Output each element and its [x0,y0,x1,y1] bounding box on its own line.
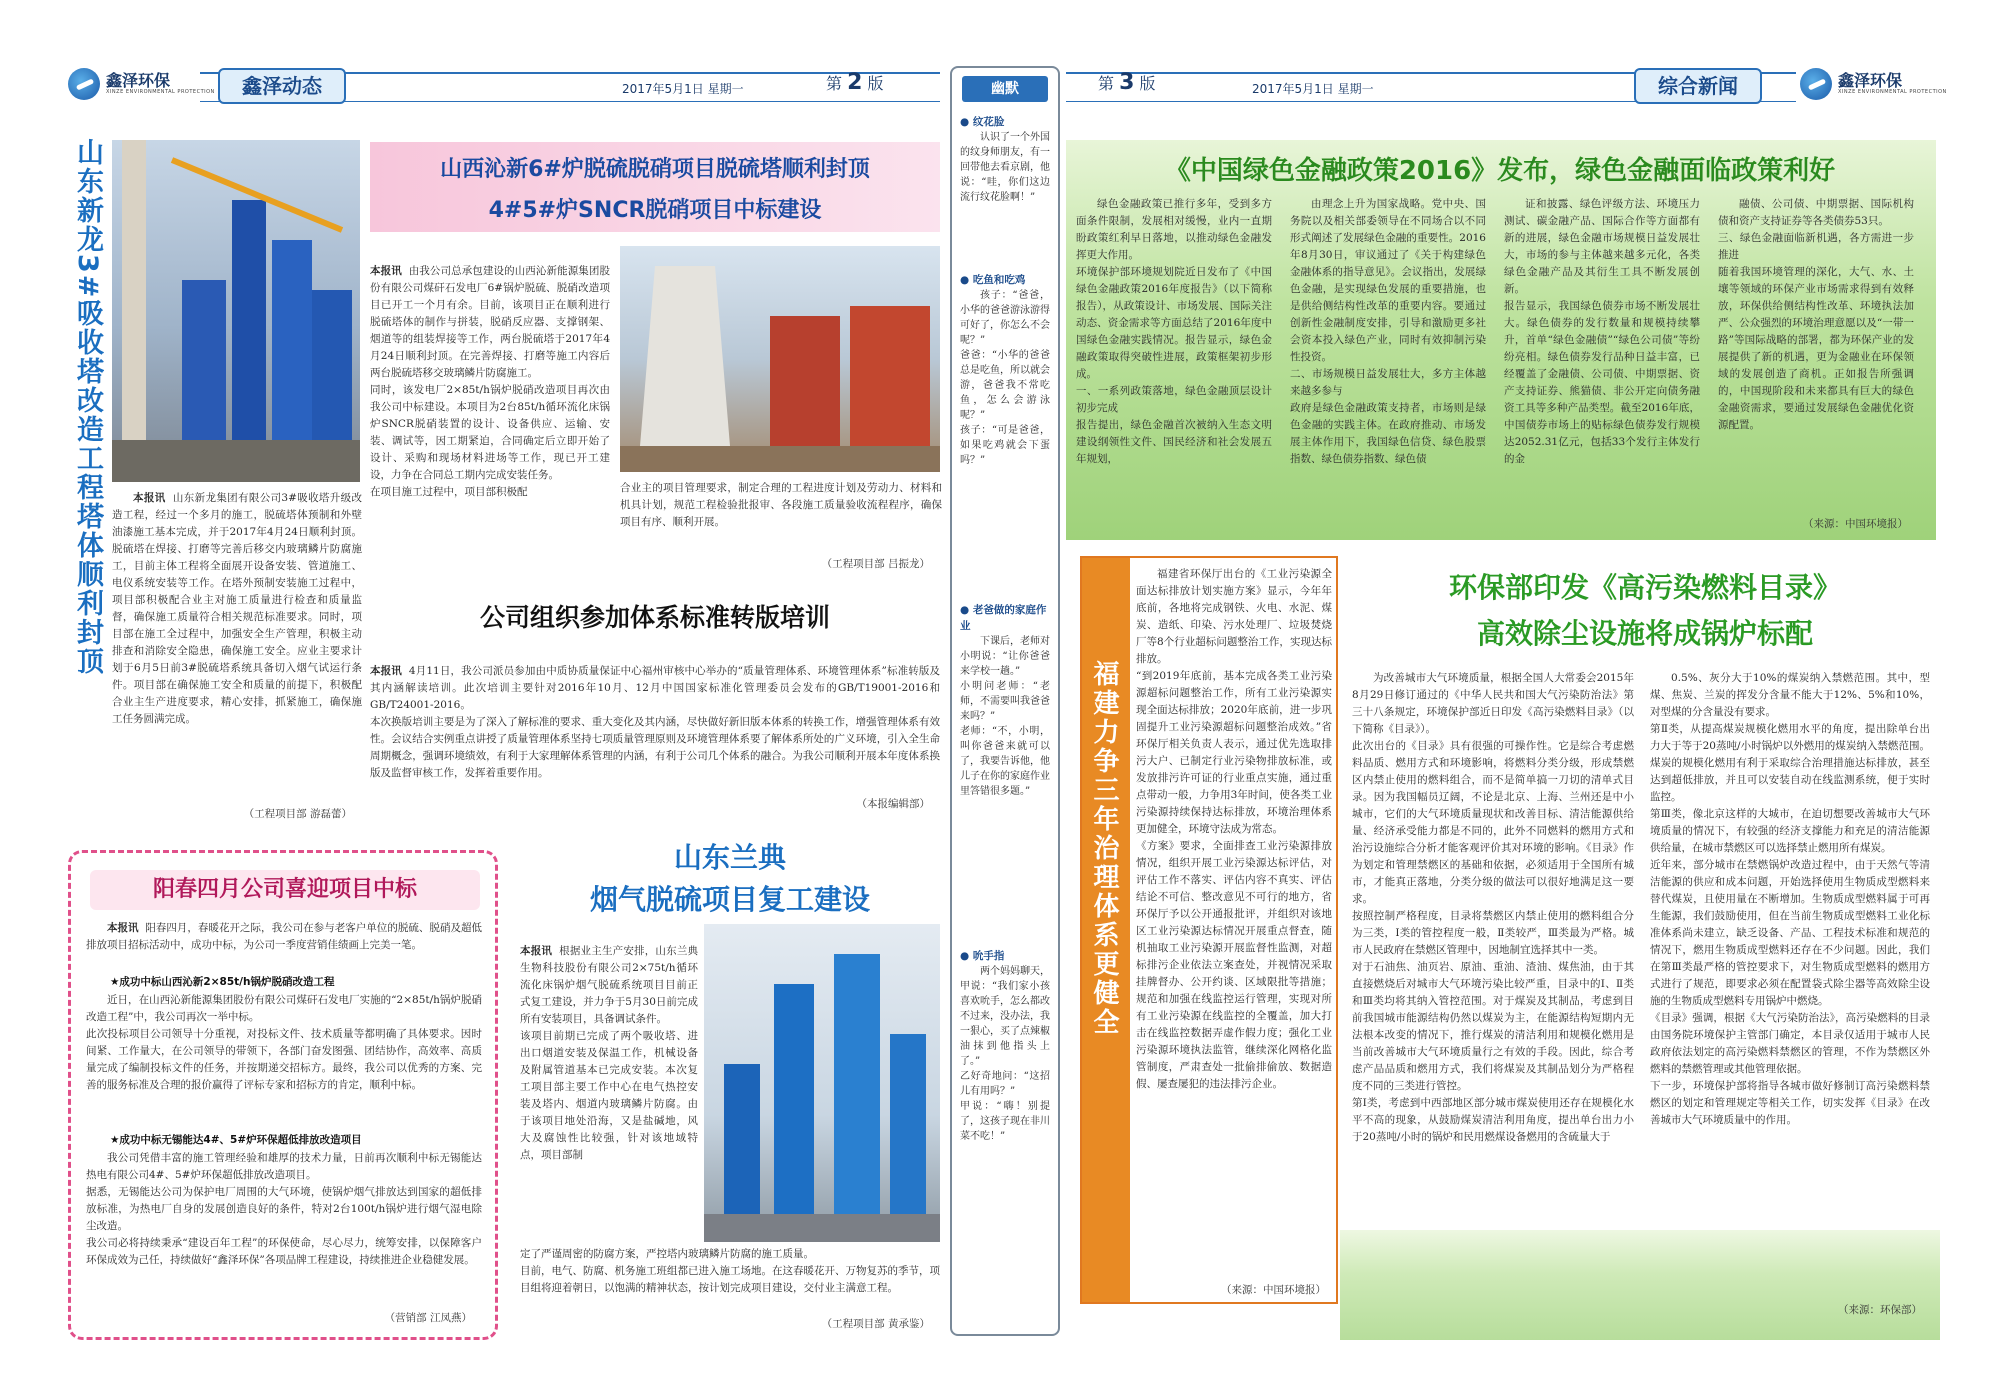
logo-subtitle: XINZE ENVIRONMENTAL PROTECTION [106,89,215,95]
article-fuel-col2: 0.5%、灰分大于10%的煤炭纳入禁燃范围。其中，型煤、焦炭、兰炭的挥发分含量不能大于12%、5%和10%，对型煤的分含量没有要求。 第Ⅱ类，从提高煤炭规模化燃用水平的角度，提出除单台出力大于等于20蒸吨/小时锅炉以外燃用的煤炭纳入禁燃范围。煤炭的规模化燃用有利于采取综合治理措施达标排放，甚至达到超低排放，并且可以安装自动在线监测系统，便于实时监控。 第Ⅲ类，像北京这样的大城市，在迫切想要改善城市大气环境质量的情况下，有较强的经济支撑能力和充足的清洁能源供给量，在城市禁燃区可以选择禁止燃用所有煤炭。 近年来，部分城市在禁燃锅炉改造过程中，由于天然气等清洁能源的供应和成本问题，开始选择使用生物质成型燃料来替代煤炭，且使用量在不断增加。生物质成型燃料属于可再生能源，我们鼓励使用，但在当前生物质成型燃料工业化标准体系尚未建立，缺乏设备、产品、工程技术标准和规范的情况下，燃用生物质成型燃料还存在不少问题。因此，我们在第Ⅲ类最严格的管控要求下，对生物质成型燃料的燃用方式进行了规范，即要求必须在配置袋式除尘器等高效除尘设施的生物质成型燃料专用锅炉中燃烧。 《目录》强调，根据《大气污染防治法》，高污染燃料的目录由国务院环境保护主管部门确定，本目录仅适用于城市人民政府依法划定的高污染燃料禁燃区的管理，不作为禁燃区外燃料的禁燃管理或其他管理依据。 下一步，环境保护部将指导各城市做好修制订高污染燃料禁燃区的划定和管理规定等相关工作，切实发挥《目录》在改善城市大气环境质量中的作用。 [1650,672,1930,1126]
article-lead: 本报讯 [370,265,402,277]
article-landian-title1: 山东兰典 [673,841,786,874]
article-bid-p1 [86,920,482,972]
page2-page-number [826,70,884,95]
article-shandong-xinlong-text [112,490,362,808]
page2-section-tab: 鑫泽动态 [218,68,346,104]
article-lead: 本报讯 [520,945,553,957]
humor-item-text: 下课后，老师对小明说：“让你爸爸来学校一趟。” 小明问老师：“老师，不需要叫我爸爸来吗？” 老师：“不，小明，叫你爸爸来就可以了，我要告诉他，他儿子在你的家庭作业里答错很多题。” [960,636,1050,797]
page3-logo [1800,68,1947,100]
humor-column [950,66,1060,1336]
article-credit: （工程项目部 吕振龙） [821,558,930,570]
tower-illustration [620,246,940,472]
article-fujian-text: 福建省环保厅出台的《工业污染源全面达标排放计划实施方案》显示，今年年底前，各地将完成钢铁、火电、水泥、煤炭、造纸、印染、污水处理厂、垃圾焚烧厂等8个行业超标问题整治工作，实现达标排放。 “到2019年底前，基本完成各类工业污染源超标问题整治工作，所有工业污染源实现全面达标排放；2020年底前，进一步巩固提升工业污染源超标问题整治成效。”省环保厅相关负责人表示，通过优先选取排污大户、已制定行业污染物排放标准，或发放排污许可证的行业重点实施，通过重点带动一般，力争用3年时间，使各类工业污染源持续保持达标排放，环境治理体系更加健全，环境守法成为常态。 《方案》要求，全面排查工业污染源排放情况，组织开展工业污染源达标评估，对评估工作不落实、评估内容不真实、评估结论不可信、整改意见不可行的地方，省环保厅予以公开通报批评，并组织对该地区工业污染源达标情况开展重点督查，随机抽取工业污染源开展监督性监测，对超标排污企业依法立案查处，并视情况采取挂牌督办、公开约谈、区域限批等措施；规范和加强在线监控运行管理，实现对所有工业污染源在线监控的全覆盖，加大打击在线监控数据弄虚作假力度；强化工业污染源环境执法监管，继续深化网格化监管制度，严肃查处一批偷排偷放、数据造假、屡查屡犯的违法排污企业。 [1136,568,1332,1090]
humor-item [952,268,1058,598]
landian-tower-photo [704,924,940,1242]
humor-item-head: ● 吃鱼和吃鸡 [960,274,1026,286]
article-landian-title2: 烟气脱硫项目复工建设 [589,883,870,916]
page3-date: 2017年5月1日 星期一 [1252,82,1374,96]
page2-date: 2017年5月1日 星期一 [622,82,744,96]
humor-title: 幽默 [962,76,1048,102]
article-fuel-title2: 高效除尘设施将成锅炉标配 [1476,617,1813,650]
page3-page-number [1098,70,1156,95]
article-body: 阳春四月，春暖花开之际，我公司在参与老客户单位的脱硫、脱硝及超低排放项目招标活动中，成功中标，为公司一季度营销佳绩画上完美一笔。 [86,922,482,951]
article-green-finance-title: 《中国绿色金融政策2016》发布，绿色金融面临政策利好 [1164,156,1836,186]
xinze-logo-icon [1800,68,1832,100]
article-credit: （工程项目部 游磊蕾） [243,808,352,820]
humor-item-text: 孩子：“爸爸，小华的爸爸游泳游得可好了，你怎么不会呢？” 爸爸：“小华的爸爸总是吃鱼，所以就会游，爸爸我不常吃鱼，怎么会游泳呢？” 孩子：“可是爸爸，如果吃鸡就会下蛋吗？” [960,290,1050,466]
article-credit: （本报编辑部） [856,798,930,810]
desulfurization-tower-photo [620,246,940,472]
humor-item [952,110,1058,268]
article-landian-col1 [520,926,698,1242]
page-label-pre: 第 [1098,74,1115,93]
tower-illustration [704,924,940,1242]
article-bid-title: 阳春四月公司喜迎项目中标 [90,870,480,910]
article-fujian-title: 福建力争三年治理体系更健全 [1089,660,1119,1037]
article-qinxin-title-box [370,142,940,232]
humor-item-head: ● 纹花脸 [960,116,1005,128]
article-green-finance-col1: 绿色金融政策已推行多年，受到多方面条件限制，发展相对缓慢，业内一直期盼政策红利早日落地，以推动绿色金融发挥更大作用。 环境保护部环境规划院近日发布了《中国绿色金融政策2016年度报告》（以下简称报告），从政策设计、市场发展、国际关注动态、资金需求等方面总结了2016年度中国绿色金融实践情况。报告显示，绿色金融政策取得突破性进展，政策框架初步形成。 一、一系列政策落地，绿色金融顶层设计初步完成 报告提出，绿色金融首次被纳入生态文明建设纲领性文件、国民经济和社会发展五年规划， [1076,198,1272,465]
page-no: 2 [847,70,863,95]
article-green-finance-col4: 融债、公司债、中期票据、国际机构债和资产支持证券等各类债券53只。 三、绿色金融面临新机遇，各方需进一步推进 随着我国环境管理的深化，大气、水、土壤等领域的环保产业市场需求得到有效释放，环保供给侧结构性改革、环境执法加严、公众强烈的环境治理意愿以及“一带一路”等国际战略的部署，都为环保产业的发展提供了新的机遇，更为金融业在环保领域的发展创造了商机。正如报告所强调的，中国现阶段和未来都具有巨大的绿色金融资需求，要通过发展绿色金融优化资源配置。 [1718,198,1914,431]
article-qinxin-col2: 合业主的项目管理要求，制定合理的工程进度计划及劳动力、材料和机具计划，规范工程检验批报审、各段施工质量验收流程程序，确保项目有序、顺利开展。 [620,482,942,528]
humor-item [952,598,1058,944]
article-credit: （来源：环保部） [1838,1304,1922,1316]
logo-name: 鑫泽环保 [1838,71,1903,90]
article-green-finance-col3: 证和披露、绿色评级方法、环境压力测试、碳金融产品、国际合作等方面都有新的进展，绿色金融市场规模日益发展壮大，市场的参与主体越来越多元化，各类绿色金融产品及其衍生工具不断发展创新。 报告显示，我国绿色债券市场不断发展壮大。绿色债券的发行数量和规模持续攀升，首单“绿色金融债”“绿色公司债”等纷纷亮相。绿色债券发行品种日益丰富，已经覆盖了金融债、公司债、中期票据、资产支持证券、熊猫债、非公开定向债务融资工具等多种产品类型。截至2016年底，中国债券市场上的贴标绿色债券发行规模达2052.31亿元，包括33个发行主体发行的金 [1504,198,1700,465]
page-no: 3 [1119,70,1135,95]
article-green-finance-col2: 由理念上升为国家战略。党中央、国务院以及相关部委领导在不同场合以不同形式阐述了发展绿色金融的重要性。2016年8月30日，审议通过了《关于构建绿色金融体系的指导意见》。会议指出，发展绿色金融，是实现绿色发展的重要措施，也是供给侧结构性改革的重要内容。要通过创新性金融制度安排，引导和激励更多社会资本投入绿色产业，同时有效抑制污染性投资。 二、市场规模日益发展壮大，多方主体越来越多参与 政府是绿色金融政策支持者，市场则是绿色金融的实践主体。在政府推动、市场发展主体作用下，我国绿色信贷、绿色股票指数、绿色债券指数、绿色债 [1290,198,1486,465]
article-fuel-col1: 为改善城市大气环境质量，根据全国人大常委会2015年8月29日修订通过的《中华人民共和国大气污染防治法》第三十八条规定，环境保护部近日印发《高污染燃料目录》（以下简称《目录》）。 此次出台的《目录》具有很强的可操作性。它是综合考虑燃料品质、燃用方式和环境影响，将燃料分类分级，形成禁燃区内禁止使用的燃料组合，而不是简单搞一刀切的清单式目录。因为我国幅员辽阔，不论是北京、上海、兰州还是中小城市，它们的大气环境质量现状和改善目标、清洁能源供给量、经济承受能力都是不同的，此外不同燃料的燃用方式和治污设施综合分析才能客观评价其对环境的影响。《目录》作为划定和管理禁燃区的基础和依据，必须适用于全国所有城市，才能真正落地，分类分级的做法可以很好地满足这一要求。 按照控制严格程度，目录将禁燃区内禁止使用的燃料组合分为三类，Ⅰ类的管控程度一般，Ⅱ类较严，Ⅲ类最为严格。城市人民政府在禁燃区管理中，因地制宜选择其中一类。 对于石油焦、油页岩、原油、重油、渣油、煤焦油，由于其直接燃烧后对城市大气环境污染比较严重，目录中的Ⅰ、Ⅱ类和Ⅲ类均将其纳入管控范围。对于煤炭及其制品，考虑到目前我国城市能源结构仍然以煤炭为主，在能源结构短期内无法根本改变的情况下，推行煤炭的清洁利用和规模化燃用是当前改善城市大气环境质量行之有效的手段。因此，综合考虑产品品质和燃用方式，我们将煤炭及其制品划分为严格程度不同的三类进行管控。 第Ⅰ类，考虑到中西部地区部分城市煤炭使用还存在规模化水平不高的现象，从鼓励煤炭清洁利用角度，提出单台出力小于20蒸吨/小时的锅炉和民用燃煤设备燃用的含硫量大于 [1352,672,1634,1143]
page-label-pre: 第 [826,74,843,93]
humor-item-head: ● 吮手指 [960,950,1005,962]
page2-logo [68,68,215,100]
humor-item-head: ● 老爸做的家庭作业 [960,604,1047,632]
article-credit: （来源：中国环境报） [1803,518,1908,530]
article-bid-p3: 我公司凭借丰富的施工管理经验和雄厚的技术力量，日前再次顺利中标无锡能达热电有限公司4#、5#炉环保超低排放改造项目。 据悉，无锡能达公司为保护电厂周围的大气环境，使锅炉烟气排放达到国家的超低排放标准，为热电厂自身的发展创造良好的条件，特对2台100t/h锅炉进行烟气湿电除尘改造。 我公司必将持续秉承“建设百年工程”的环保使命，尽心尽力，统筹安排，以保障客户环保成效为己任，持续做好“鑫泽环保”各项品牌工程建设，持续推进企业稳健发展。 [86,1152,482,1266]
article-bid-sub1: ★成功中标山西沁新2×85t/h锅炉脱硝改造工程 [110,976,335,988]
article-shandong-xinlong-title: 山东新龙3#吸收塔改造工程塔体顺利封顶 [72,138,103,677]
page3-section-tab: 综合新闻 [1634,68,1762,104]
article-lead: 本报讯 [107,922,139,934]
article-bid-sub2: ★成功中标无锡能达4#、5#炉环保超低排放改造项目 [110,1134,362,1146]
humor-item-text: 认识了一个外国的纹身师朋友，有一回带他去看京剧，他说：“哇，你们这边流行纹花脸啊！” [960,132,1050,203]
article-bid-p2: 近日，在山西沁新能源集团股份有限公司煤矸石发电厂实施的“2×85t/h锅炉脱硝改造工程”中，我公司再次一举中标。 此次投标项目公司领导十分重视，对投标文件、技术质量等都明确了具体要求。因时间紧、工作量大，在公司领导的带领下，各部门奋发图强、团结协作，高效率、高质量完成了编制投标文件的任务，并按期递交招标方。最终，我公司以优秀的方案、完善的服务标准及合理的报价赢得了评标专家和招标方的肯定，顺利中标。 [86,994,482,1091]
article-body: 山东新龙集团有限公司3#吸收塔升级改造工程，经过一个多月的施工，脱硫塔体预制和外壁油漆施工基本完成，并于2017年4月24日顺利封顶。脱硫塔在焊接、打磨等完善后移交内玻璃鳞片防腐施工，目前主体工程将全面展开设备安装、管道施工、电仪系统安装等工作。在塔外预制安装施工过程中，项目部积极配合业主对施工质量进行检查和质量监督，确保施工质量符合相关规范标准要求。同时，项目部在施工全过程中，加强安全生产管理，积极主动排查和消除安全隐患，确保施工安全。应业主要求计划于6月5日前3#脱硫塔系统具备切入烟气试运行条件。项目部在确保施工安全和质量的前提下，积极配合业主生产进度要求，精心安排，抓紧施工，确保施工任务圆满完成。 [112,492,362,725]
article-training-title: 公司组织参加体系标准转版培训 [479,603,830,632]
article-body: 4月11日，我公司派员参加由中质协质量保证中心福州审核中心举办的“质量管理体系、环境管理体系”标准转版及其内涵解读培训。此次培训主要针对2016年10月、12月中国国家标准化管理委员会发布的GB/T19001-2016和GB/T24001-2016。 本次换版培训主要是为了深入了解标准的要求、重大变化及其内涵，尽快做好新旧版本体系的转换工作，增强管理体系有效性。会议结合实例重点讲授了质量管理体系坚持七项质量管理原则及环境管理体系要了解体系所处的广义环境，引入全生命周期概念，强调环境绩效，有利于大家理解体系管理的内涵，有利于公司几个体系的融合。为我公司顺利开展本年度体系换版及监督审核工作，发挥着重要作用。 [370,665,940,779]
humor-item-text: 两个妈妈聊天，甲说：“我们家小孩喜欢吮手，怎么都改不过来，没办法，我一狠心，买了点辣椒油抹到他指头上了。” 乙好奇地问：“这招儿有用吗？” 甲说：“嗨！别提了，这孩子现在非川菜不吃！” [960,966,1050,1142]
logo-name: 鑫泽环保 [106,71,171,90]
article-credit: （来源：中国环境报） [1221,1284,1326,1296]
article-landian-col2: 定了严谨周密的防腐方案，严控塔内玻璃鳞片防腐的施工质量。 目前，电气、防腐、机务施工班组都已进入施工场地。在这春暖花开、万物复苏的季节，项目组将迎着朝日，以饱满的精神状态，按计划完成项目建设，交付业主满意工程。 [520,1248,940,1294]
article-credit: （营销部 江凤燕） [384,1312,472,1324]
article-body: 由我公司总承包建设的山西沁新能源集团股份有限公司煤矸石发电厂6#锅炉脱硫、脱硝改造项目已开工一个月有余。目前，该项目正在顺利进行脱硫塔体的制作与拼装，脱硝反应器、支撑钢架、烟道等的组装焊接等工作，两台脱硫塔于2017年4月24日顺利封顶。在完善焊接、打磨等施工内容后两台脱硫塔移交玻璃鳞片防腐施工。 同时，该发电厂2×85t/h锅炉脱硝改造项目再次由我公司中标建设。本项目为2台85t/h循环流化床锅炉SNCR脱硝装置的设计、设备供应、运输、安装、调试等，因工期紧迫，合同确定后立即开始了设计、采购和现场材料进场等工作，现已开工建设，力争在合同总工期内完成安装任务。 在项目施工过程中，项目部积极配 [370,265,610,498]
article-qinxin-title2: 4#5#炉SNCR脱硝项目中标建设 [488,198,822,223]
article-lead: 本报讯 [370,665,402,677]
article-fuel-title1: 环保部印发《高污染燃料目录》 [1448,571,1841,604]
tower-illustration [112,140,360,482]
article-body: 根据业主生产安排，山东兰典生物科技股份有限公司2×75t/h循环流化床锅炉烟气脱硫系统项目目前正式复工建设，并力争于5月30日前完成所有安装项目，具备调试条件。 该项目前期已完成了两个吸收塔、进出口烟道安装及保温工作，机械设备及附属管道基本已完成安装。本次复工项目部主要工作中心在电气热控安装及塔内、烟道内玻璃鳞片防腐。由于该项目地处沿海，又是盐碱地，风大及腐蚀性比较强，针对该地域特点，项目部制 [520,945,698,1161]
article-credit: （工程项目部 黄承鉴） [821,1318,930,1330]
humor-item [952,944,1058,1354]
article-training-text [370,646,940,790]
article-qinxin-title1: 山西沁新6#炉脱硫脱硝项目脱硫塔顺利封顶 [440,157,870,182]
xinze-logo-icon [68,68,100,100]
article-lead: 本报讯 [133,492,166,504]
article-qinxin-col1 [370,246,610,570]
logo-subtitle: XINZE ENVIRONMENTAL PROTECTION [1838,89,1947,95]
absorber-tower-photo [112,140,360,482]
page-label-post: 版 [867,74,884,93]
page-label-post: 版 [1139,74,1156,93]
